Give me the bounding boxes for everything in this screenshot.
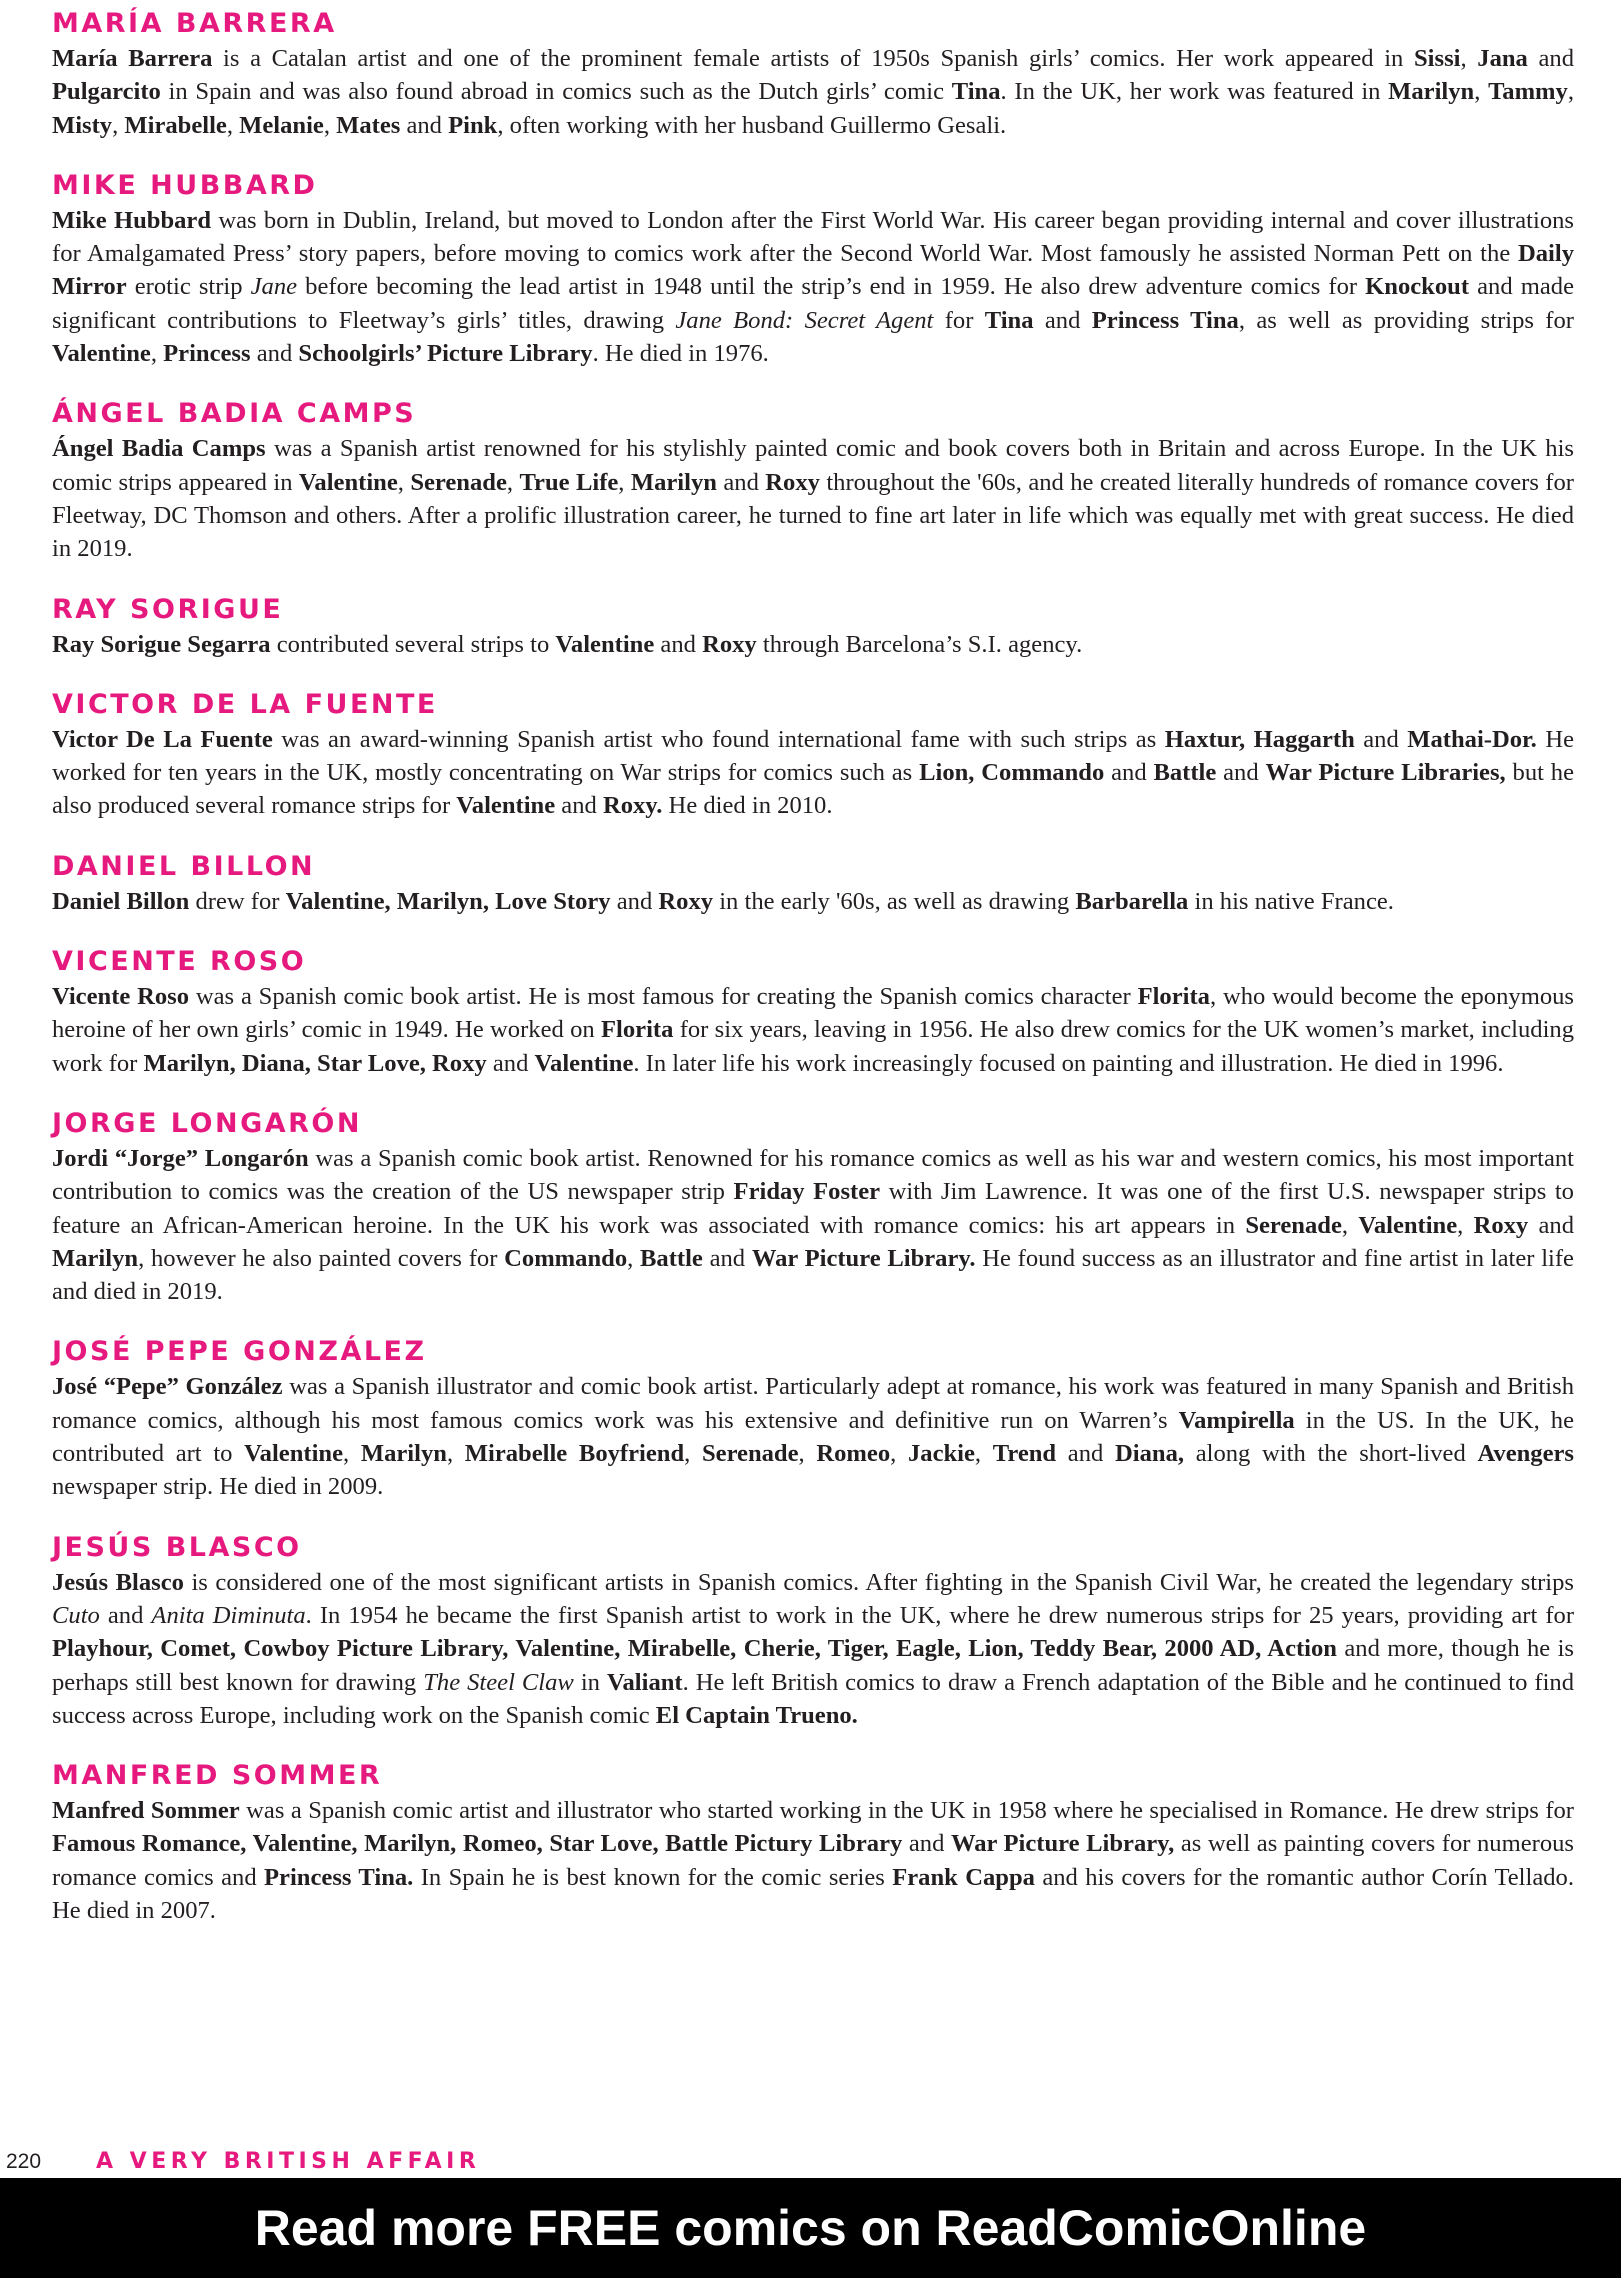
bold-title: Roxy <box>765 468 820 496</box>
bold-title: Valentine <box>244 1440 344 1468</box>
artist-bio <box>52 1566 1574 1732</box>
artist-bio <box>52 1370 1574 1503</box>
bold-title: Friday Foster <box>733 1178 881 1206</box>
artist-name-heading: MARÍA BARRERA <box>52 8 337 39</box>
bold-title: Roxy. <box>602 792 663 820</box>
bio-text: but he also produced several romance strips for <box>52 759 1575 820</box>
bold-title: Victor De La Fuente <box>52 725 273 753</box>
bold-title: Marilyn <box>1388 78 1475 106</box>
bold-title: Jesús Blasco <box>52 1568 184 1596</box>
artist-bio <box>52 980 1574 1080</box>
bold-title: Schoolgirls’ Picture Library <box>298 340 593 368</box>
bio-text: was a Spanish artist renowned for his stylishly painted comic and book covers both in Britain and across Europe. In the UK his comic strips appeared in <box>52 435 1574 496</box>
artist-entry <box>52 1334 1574 1503</box>
bio-text: . In the UK, her work was featured in <box>1000 78 1389 106</box>
artist-entry <box>52 944 1574 1080</box>
bio-text: and more, though he is perhaps still best known for drawing <box>52 1635 1574 1696</box>
bio-text: . He left British comics to draw a French adaptation of the Bible and he continued to find success across Europe, including work on the Spanish comic <box>52 1668 1575 1729</box>
bio-text: in the US. In the UK, he contributed art to <box>52 1406 1575 1468</box>
bio-text: . He died in 1976. <box>592 340 769 368</box>
bio-text: in Spain and was also found abroad in comics such as the Dutch girls’ comic <box>160 78 952 106</box>
artist-bio <box>52 885 1574 918</box>
artist-name-heading: JOSÉ PEPE GONZÁLEZ <box>52 1336 427 1368</box>
bio-text: was a Spanish comic artist and illustrator who started working in the UK in 1958 where he specialised in Romance. He drew strips for <box>239 1797 1574 1825</box>
bio-text: and <box>555 792 603 820</box>
artist-entry <box>52 687 1574 823</box>
bold-title: José “Pepe” González <box>52 1373 283 1401</box>
artist-entry <box>52 168 1574 370</box>
bold-title: Diana, <box>1115 1440 1185 1468</box>
bold-title: Florita <box>601 1016 674 1044</box>
bio-text: and <box>1033 306 1092 334</box>
bold-title: Tammy <box>1488 78 1568 106</box>
bold-title: Princess Tina. <box>264 1863 414 1891</box>
bold-title: Valentine, Marilyn, Love Story <box>285 887 611 915</box>
bio-text: with Jim Lawrence. It was one of the first U.S. newspaper strips to feature an African-American heroine. In the UK his work was associated with romance comics: his art appears in <box>52 1178 1574 1239</box>
page-footer <box>0 2146 1621 2178</box>
bio-text: before becoming the lead artist in 1948 until the strip’s end in 1959. He also drew adventure comics for <box>297 273 1366 301</box>
artist-bio <box>52 204 1574 370</box>
bold-title: Misty <box>52 111 113 139</box>
bio-text: in his native France. <box>1188 887 1394 915</box>
bio-text: and <box>610 887 659 915</box>
bold-title: Manfred Sommer <box>52 1797 240 1825</box>
bio-text: , <box>150 340 164 368</box>
bold-title: Vicente Roso <box>52 983 190 1011</box>
bio-text: and <box>1056 1440 1115 1468</box>
artist-name-heading: MANFRED SOMMER <box>52 1760 383 1792</box>
bio-text: throughout the '60s, and he created literally hundreds of romance covers for Fleetway, DC Thomson and others. After a prolific illustration career, he turned to fine art later in life which was equally met with great success. He died in 2019. <box>52 468 1574 563</box>
italic-title: Cuto <box>52 1601 100 1629</box>
promo-banner-text[interactable]: Read more FREE comics on ReadComicOnline <box>254 2200 1367 2256</box>
bold-title: El Captain Trueno. <box>655 1701 858 1729</box>
bold-title: Melanie <box>239 111 324 139</box>
bio-text: , <box>343 1440 361 1468</box>
bio-text: , <box>397 468 411 496</box>
artist-name-heading: JESÚS BLASCO <box>52 1531 302 1563</box>
bio-text: and <box>1527 45 1575 72</box>
bold-title: Romeo <box>816 1440 891 1468</box>
artist-entry <box>52 592 1574 661</box>
bold-title: War Picture Library, <box>950 1830 1175 1858</box>
bio-text: and his covers for the romantic author Corín Tellado. He died in 2007. <box>52 1863 1574 1924</box>
bold-title: Jana <box>1477 45 1528 72</box>
bio-text: and <box>702 1244 752 1272</box>
bio-text: and <box>99 1601 152 1629</box>
bio-text: , <box>974 1440 993 1468</box>
bio-text: , <box>112 111 125 139</box>
bio-text: for <box>933 306 985 334</box>
bio-text: and <box>400 111 449 139</box>
artist-entry <box>52 849 1574 918</box>
bold-title: Marilyn, Diana, Star Love, Roxy <box>143 1049 487 1077</box>
bio-text: was a Spanish comic book artist. He is most famous for creating the Spanish comics character <box>189 983 1138 1011</box>
bold-title: Jackie <box>907 1440 975 1468</box>
bio-text: and <box>1354 725 1408 753</box>
bio-text: , as well as providing strips for <box>1238 306 1574 334</box>
artist-bio <box>52 432 1574 565</box>
bold-title: Mike Hubbard <box>52 206 212 234</box>
bio-text: , <box>627 1244 641 1272</box>
bio-text: contributed several strips to <box>270 630 556 658</box>
bio-text: , <box>226 111 240 139</box>
bio-text: , <box>1341 1211 1359 1239</box>
artist-name-heading: JORGE LONGARÓN <box>52 1107 362 1139</box>
bio-text: in <box>573 1668 607 1696</box>
bio-text: He worked for ten years in the UK, mostly concentrating on War strips for comics such as <box>52 725 1574 787</box>
bio-text: was a Spanish comic book artist. Renowned for his romance comics as well as his war and western comics, his most important contribution to comics was the creation of the US newspaper strip <box>52 1144 1574 1206</box>
bold-title: Battle <box>1153 759 1217 787</box>
bold-title: War Picture Library. <box>751 1244 976 1272</box>
artist-entry <box>52 6 1574 142</box>
bio-text: and <box>250 340 299 368</box>
bold-title: Princess Tina <box>1091 306 1239 334</box>
bio-text: through Barcelona’s S.I. agency. <box>756 630 1083 658</box>
bio-text: and <box>486 1049 535 1077</box>
bold-title: Barbarella <box>1075 887 1189 915</box>
bio-text: and <box>1528 1211 1575 1239</box>
artist-name-heading: ÁNGEL BADIA CAMPS <box>52 398 417 430</box>
bold-title: Playhour, Comet, Cowboy Picture Library, Valentine, Mirabelle, Cherie, Tiger, Eagle, Lion, Teddy Bear, 2000 AD, Action <box>52 1635 1337 1663</box>
bio-text: , <box>1474 78 1489 106</box>
bio-text: and <box>902 1830 951 1858</box>
bold-title: Ángel Badia Camps <box>52 435 266 463</box>
bio-text: was born in Dublin, Ireland, but moved to London after the First World War. His career began providing internal and cover illustrations for Amalgamated Press’ story papers, before moving to comics work after the Second World War. Most famously he assisted Norman Pett on the <box>52 206 1574 268</box>
artist-name-heading: VICTOR DE LA FUENTE <box>52 688 438 720</box>
artist-bio <box>52 723 1574 823</box>
bio-text: and <box>1104 759 1154 787</box>
bio-text: erotic strip <box>126 273 251 301</box>
bold-title: Knockout <box>1365 273 1470 301</box>
bold-title: Princess <box>163 340 251 368</box>
bold-title: Roxy <box>1473 1211 1529 1239</box>
italic-title: Jane <box>250 273 298 301</box>
bold-title: Valentine <box>456 792 556 820</box>
bold-title: Valentine <box>1358 1211 1458 1239</box>
bio-text: for six years, leaving in 1956. He also drew comics for the UK women’s market, including work for <box>52 1016 1575 1077</box>
bold-title: True Life <box>519 468 619 496</box>
bold-title: Pulgarcito <box>52 78 161 106</box>
bio-text: and <box>716 468 766 496</box>
bold-title: Valiant <box>606 1668 683 1696</box>
artist-entry <box>52 1758 1574 1927</box>
artist-bio <box>52 42 1574 142</box>
bold-title: Mirabelle <box>124 111 227 139</box>
bio-text: , <box>323 111 337 139</box>
bio-text: , <box>446 1440 465 1468</box>
bold-title: María Barrera <box>52 45 213 72</box>
bold-title: Valentine <box>555 630 655 658</box>
bold-title: Roxy <box>702 630 757 658</box>
bold-title: Florita <box>1137 983 1210 1011</box>
artist-bio <box>52 1142 1574 1308</box>
bio-text: , <box>618 468 631 496</box>
bold-title: Famous Romance, Valentine, Marilyn, Romeo, Star Love, Battle Pictury Library <box>52 1830 903 1858</box>
bold-title: Battle <box>640 1244 703 1272</box>
bold-title: Sissi <box>1413 45 1461 72</box>
bio-text: in the early '60s, as well as drawing <box>713 887 1076 915</box>
italic-title: Anita Diminuta <box>151 1601 306 1629</box>
bold-title: Haxtur, Haggarth <box>1164 725 1355 753</box>
page-number: 220 <box>6 2150 42 2173</box>
bold-title: Marilyn <box>52 1244 139 1272</box>
bold-title: Serenade <box>701 1440 799 1468</box>
bold-title: Avengers <box>1477 1440 1574 1468</box>
bold-title: Trend <box>992 1440 1057 1468</box>
bio-text: was an award-winning Spanish artist who found international fame with such strips as <box>272 725 1165 753</box>
bio-text: and <box>654 630 703 658</box>
bio-text: newspaper strip. He died in 2009. <box>52 1473 384 1501</box>
bold-title: Daniel Billon <box>52 887 190 915</box>
artist-name-heading: DANIEL BILLON <box>52 850 316 882</box>
bio-text: , often working with her husband Guillermo Gesali. <box>497 111 1007 139</box>
promo-banner[interactable] <box>0 2178 1621 2278</box>
bio-text: and <box>1216 759 1266 787</box>
italic-title: Jane Bond: Secret Agent <box>675 306 934 334</box>
bio-text: , <box>506 468 520 496</box>
bold-title: Marilyn <box>630 468 717 496</box>
bio-text: . In 1954 he became the first Spanish artist to work in the UK, where he drew numerous strips for 25 years, providing art for <box>305 1601 1575 1629</box>
bio-text: , <box>890 1440 908 1468</box>
bio-text: , <box>1457 1211 1474 1239</box>
bold-title: Tina <box>984 306 1034 334</box>
bold-title: Roxy <box>658 887 714 915</box>
bold-title: Valentine <box>534 1049 634 1077</box>
bio-text: drew for <box>189 887 286 915</box>
bold-title: Tina <box>951 78 1001 106</box>
book-title: A VERY BRITISH AFFAIR <box>96 2149 481 2174</box>
bold-title: Frank Cappa <box>892 1863 1035 1891</box>
bold-title: Mathai-Dor. <box>1407 725 1537 753</box>
bio-text: In Spain he is best known for the comic series <box>413 1863 893 1891</box>
artist-entry <box>52 1530 1574 1732</box>
bio-text: , <box>1567 78 1574 106</box>
artist-bio <box>52 628 1574 661</box>
bold-title: Lion, Commando <box>919 759 1105 787</box>
bio-text: is considered one of the most significant artists in Spanish comics. After fighting in the Spanish Civil War, he created the legendary strips <box>183 1568 1575 1596</box>
bold-title: Serenade <box>1245 1211 1342 1239</box>
bio-text: , <box>798 1440 817 1468</box>
artist-bio <box>52 1794 1574 1927</box>
artist-name-heading: VICENTE ROSO <box>52 946 307 978</box>
bio-text: . In later life his work increasingly focused on painting and illustration. He died in 1996. <box>633 1049 1504 1077</box>
bold-title: Commando <box>504 1244 628 1272</box>
bold-title: Ray Sorigue Segarra <box>52 630 271 658</box>
bold-title: Valentine <box>52 340 151 368</box>
bio-text: along with the short-lived <box>1184 1440 1478 1468</box>
artist-entry <box>52 396 1574 565</box>
artist-name-heading: RAY SORIGUE <box>52 593 284 625</box>
artist-entry <box>52 1106 1574 1308</box>
bold-title: Pink <box>448 111 498 139</box>
bold-title: Jordi “Jorge” Longarón <box>52 1144 309 1172</box>
italic-title: The Steel Claw <box>423 1668 574 1696</box>
artist-biographies <box>52 6 1574 1953</box>
bold-title: Mates <box>336 111 401 139</box>
bold-title: Mirabelle Boyfriend <box>464 1440 685 1468</box>
bio-text: , <box>1460 45 1478 72</box>
bold-title: Vampirella <box>1178 1406 1295 1434</box>
bold-title: Daily Mirror <box>52 240 1574 301</box>
bold-title: Serenade <box>410 468 507 496</box>
bio-text: was a Spanish illustrator and comic book artist. Particularly adept at romance, his work was featured in many Spanish and British romance comics, although his most famous comics work was his extensive and definitive run on Warren’s <box>52 1373 1574 1434</box>
bio-text: is a Catalan artist and one of the prominent female artists of 1950s Spanish girls’ comics. Her work appeared in <box>212 45 1414 72</box>
bio-text: , however he also painted covers for <box>138 1244 505 1272</box>
bold-title: Marilyn <box>360 1440 447 1468</box>
bio-text: , who would become the eponymous heroine of her own girls’ comic in 1949. He worked on <box>52 983 1574 1044</box>
bio-text: He found success as an illustrator and fine artist in later life and died in 2019. <box>52 1244 1574 1306</box>
bio-text: and made significant contributions to Fleetway’s girls’ titles, drawing <box>52 273 1574 334</box>
bold-title: War Picture Libraries, <box>1265 759 1506 787</box>
bold-title: Valentine <box>298 468 398 496</box>
bio-text: as well as painting covers for numerous romance comics and <box>52 1830 1574 1891</box>
bio-text: , <box>684 1440 702 1468</box>
bio-text: He died in 2010. <box>662 792 833 820</box>
artist-name-heading: MIKE HUBBARD <box>52 169 318 201</box>
